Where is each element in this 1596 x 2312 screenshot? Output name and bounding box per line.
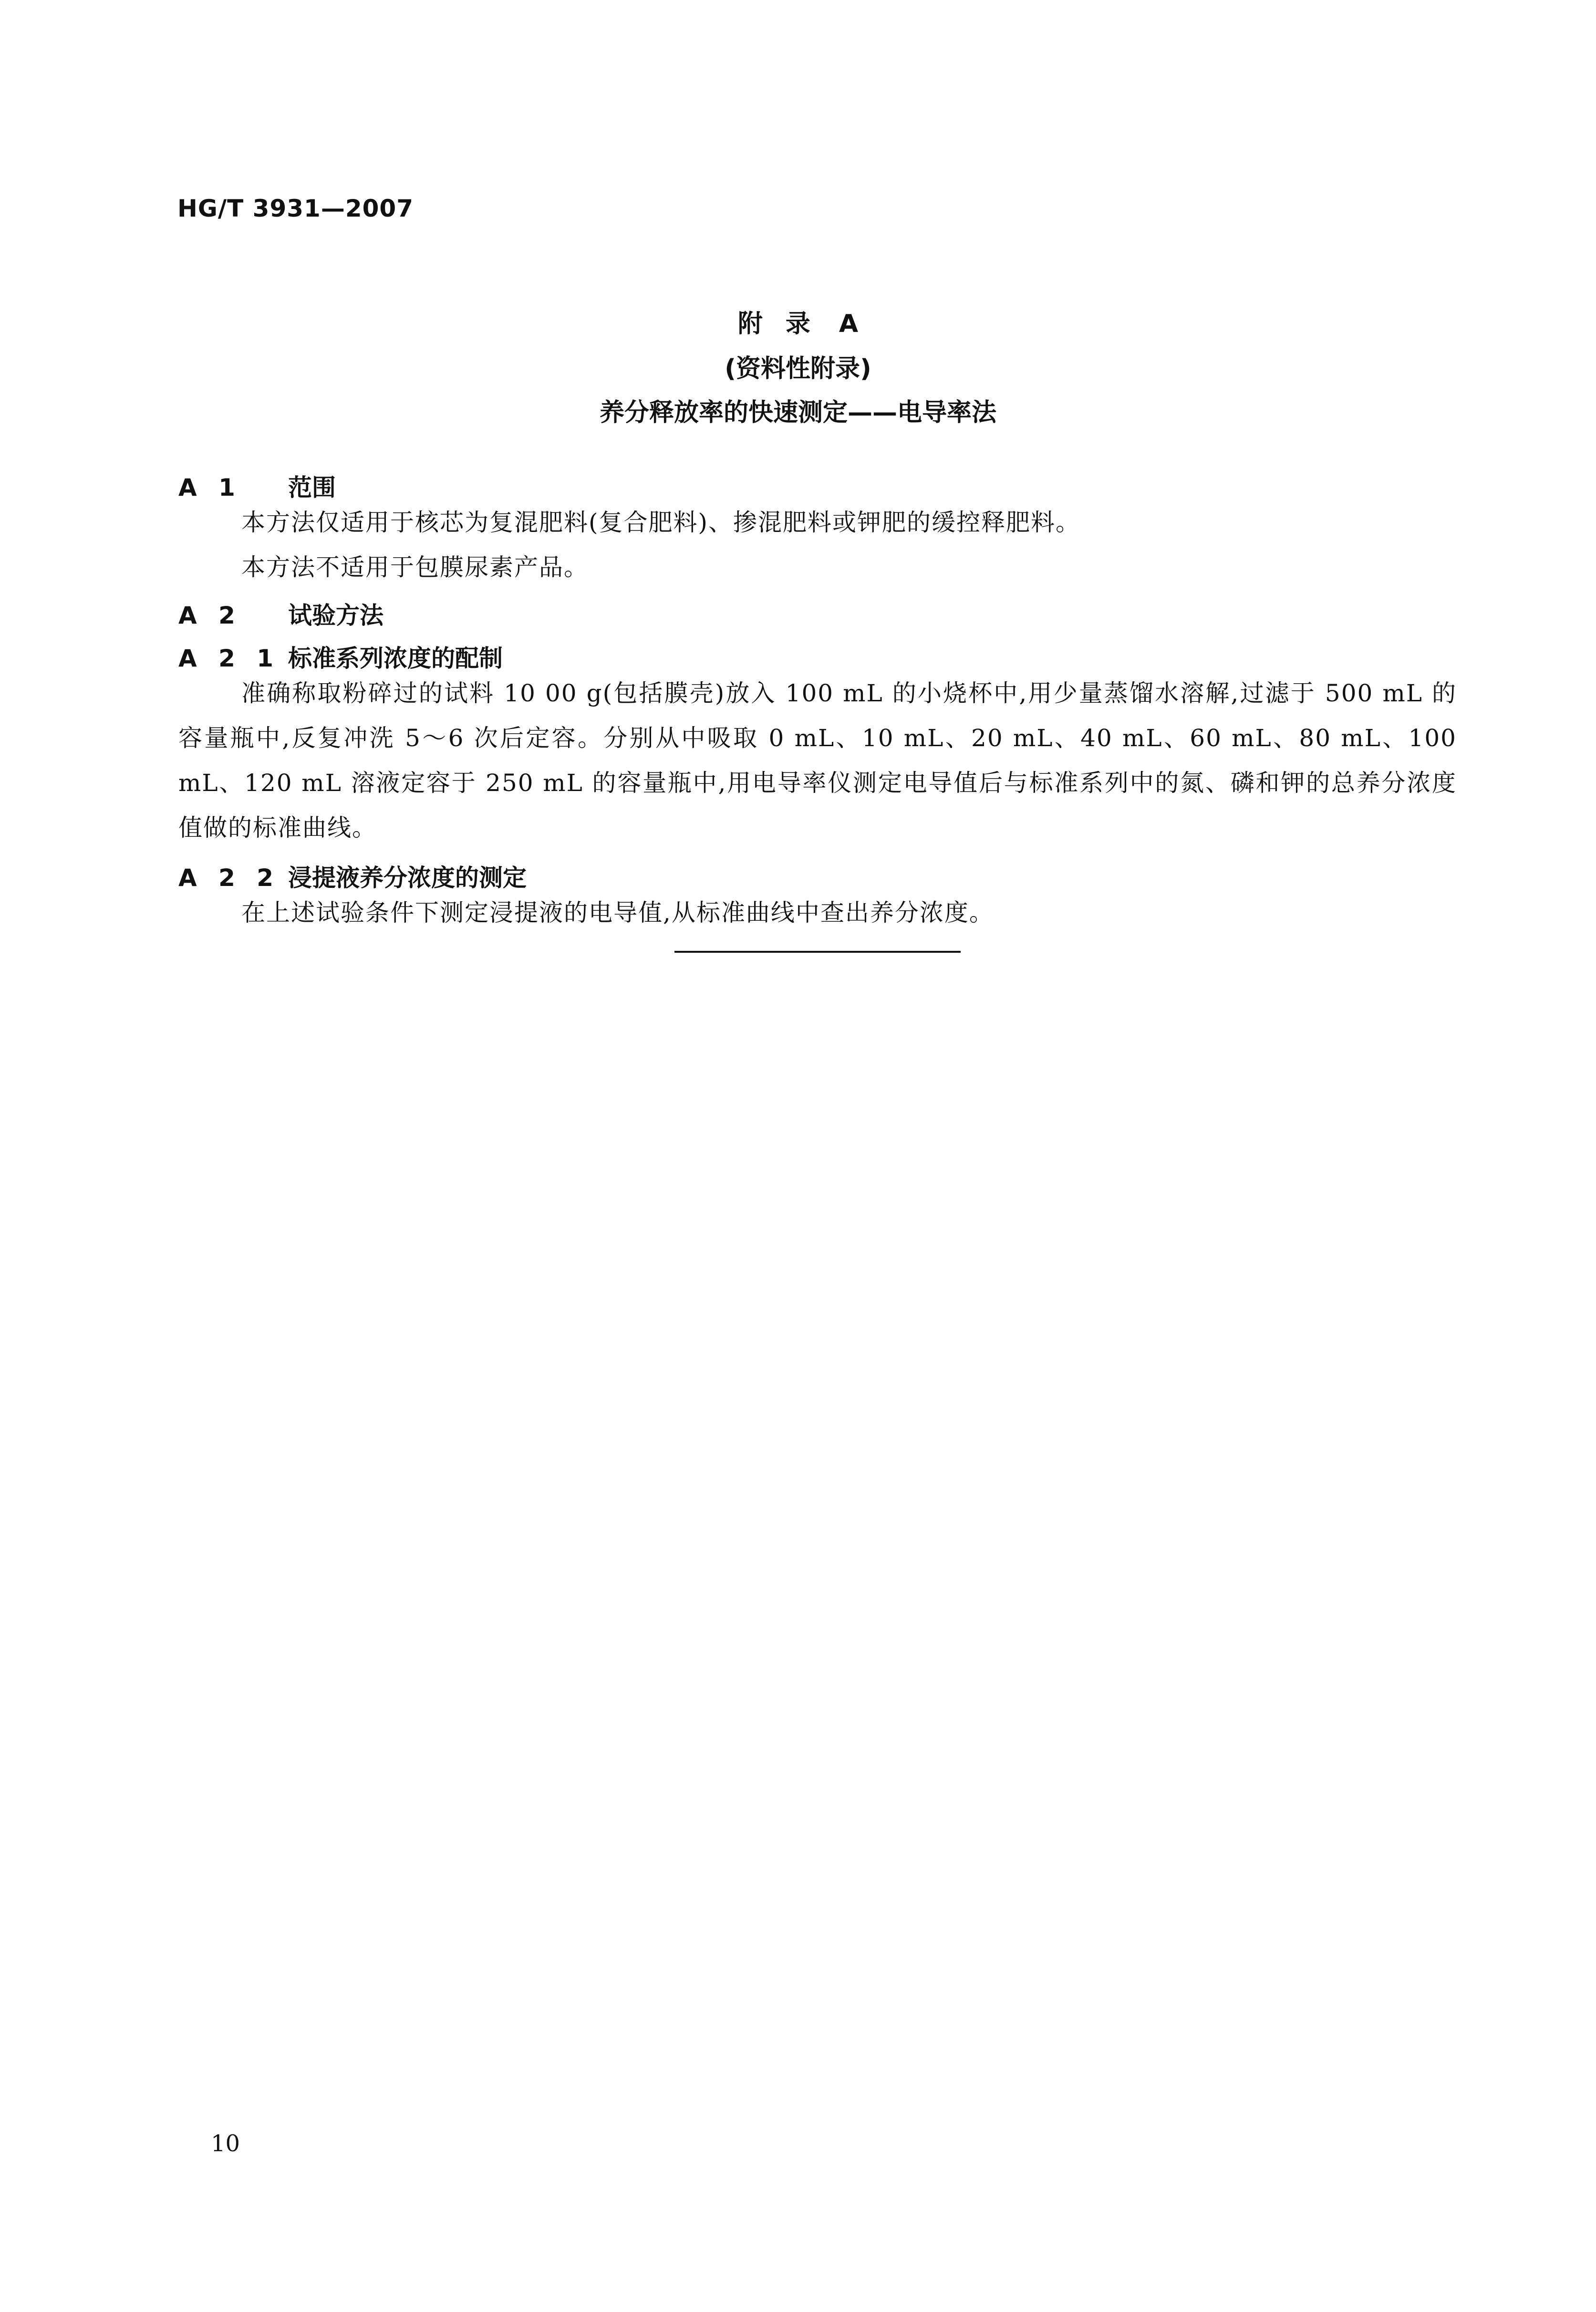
section-heading-a1 (178, 469, 336, 503)
end-rule (674, 951, 961, 953)
section-number: A 2 2 (178, 864, 280, 892)
paragraph-a1-2: 本方法不适用于包膜尿素产品。 (241, 553, 589, 581)
paragraph-a21: 准确称取粉碎过的试料 10 00 g(包括膜壳)放入 100 mL 的小烧杯中,用少量蒸馏水溶解,过滤于 500 mL 的容量瓶中,反复冲洗 5～6 次后定容。分别从中吸取 0 mL、10 mL、20 mL、40 mL、60 mL、80 mL、100 mL、120 mL 溶液定容于 250 mL 的容量瓶中,用电导率仪测定电导值后与标准系列中的氮、磷和钾的总养分浓度值做的标准曲线。 (178, 679, 1457, 842)
annex-type: (资料性附录) (725, 354, 871, 383)
page-number: 10 (211, 2130, 240, 2157)
section-title: 试验方法 (288, 602, 383, 629)
section-title: 标准系列浓度的配制 (288, 645, 503, 672)
section-heading-a2 (178, 596, 383, 631)
section-heading-a22 (178, 859, 527, 893)
paragraph-a22: 在上述试验条件下测定浸提液的电导值,从标准曲线中查出养分浓度。 (241, 899, 994, 927)
section-title: 浸提液养分浓度的测定 (288, 864, 527, 892)
section-number: A 2 1 (178, 645, 280, 672)
annex-title: 养分释放率的快速测定——电导率法 (599, 398, 996, 427)
annex-heading (0, 303, 1596, 339)
section-number: A 1 (178, 474, 242, 501)
annex-letter: A (839, 310, 859, 338)
annex-label: 附 录 (737, 310, 810, 338)
standard-number: HG/T 3931—2007 (177, 195, 414, 222)
section-heading-a21 (178, 639, 503, 674)
paragraph-a1-1: 本方法仅适用于核芯为复混肥料(复合肥料)、掺混肥料或钾肥的缓控释肥料。 (241, 509, 1081, 536)
section-title: 范围 (288, 474, 336, 501)
section-number: A 2 (178, 602, 242, 629)
